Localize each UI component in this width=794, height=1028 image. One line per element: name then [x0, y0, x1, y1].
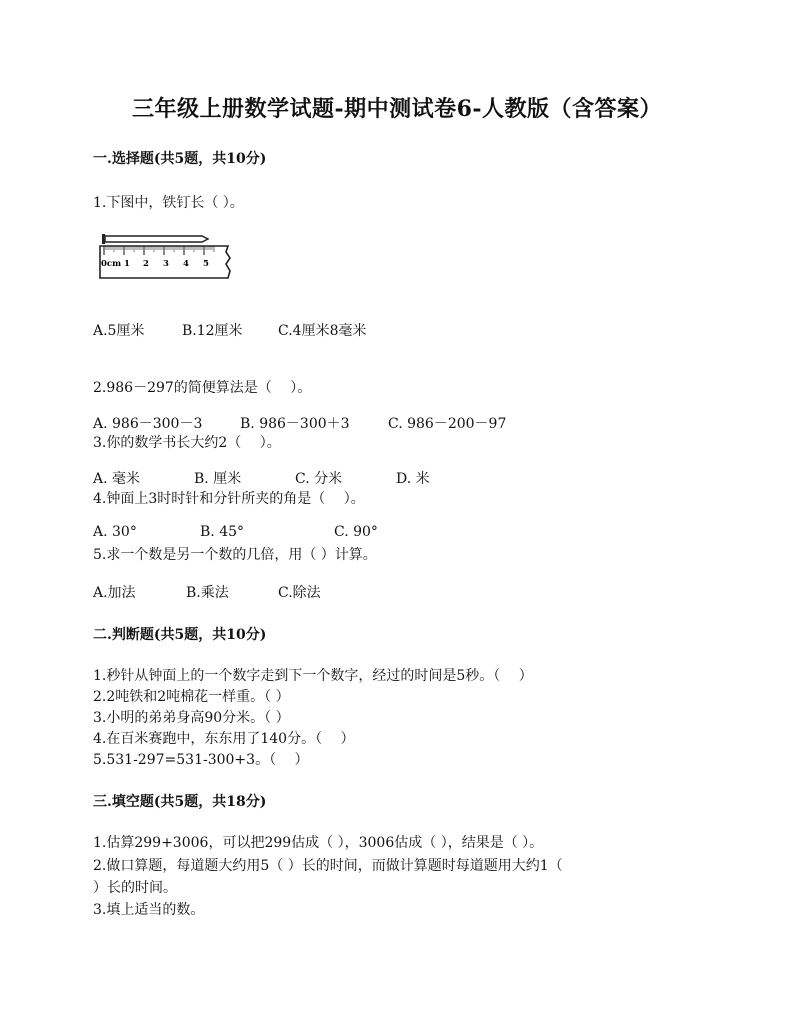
question-text: 3.小明的弟弟身高90分米。（ ）: [93, 710, 290, 726]
option-a[interactable]: A.5厘米: [93, 323, 145, 339]
question-text: 4.在百米赛跑中，东东用了140分。（ ）: [93, 731, 355, 747]
ruler-label-3: 3: [163, 259, 169, 269]
option-b[interactable]: B. 厘米: [194, 471, 242, 487]
question-text: 3.你的数学书长大约2（ ）。: [93, 435, 281, 451]
ruler-label-1: 1: [124, 259, 130, 269]
option-c[interactable]: C. 986－200－97: [388, 416, 507, 432]
option-b[interactable]: B.乘法: [186, 585, 229, 601]
ruler-label-2: 2: [143, 259, 149, 269]
option-c[interactable]: C.除法: [278, 585, 321, 601]
option-c[interactable]: C. 90°: [334, 524, 378, 540]
question-text: 1.秒针从钟面上的一个数字走到下一个数字，经过的时间是5秒。（ ）: [93, 668, 533, 684]
question-text: 3.填上适当的数。: [93, 902, 205, 918]
option-a[interactable]: A.加法: [93, 585, 136, 601]
option-b[interactable]: B. 45°: [200, 524, 245, 540]
option-a[interactable]: A. 毫米: [93, 471, 141, 487]
option-c[interactable]: C. 分米: [295, 471, 343, 487]
option-b[interactable]: B.12厘米: [182, 323, 243, 339]
option-b[interactable]: B. 986－300＋3: [240, 416, 350, 432]
ruler-label-4: 4: [183, 259, 189, 269]
question-text: 2.2吨铁和2吨棉花一样重。（ ）: [93, 689, 290, 705]
ruler-label-0: 0cm: [101, 259, 122, 269]
question-text: 2.986－297的简便算法是（ ）。: [93, 380, 312, 396]
ruler-label-5: 5: [203, 259, 209, 269]
question-text: 5.531-297=531-300+3。（ ）: [93, 752, 309, 768]
option-d[interactable]: D. 米: [396, 471, 430, 487]
page-title: 三年级上册数学试题-期中测试卷6-人教版（含答案）: [131, 96, 663, 122]
ruler-nail-figure: [98, 228, 243, 284]
question-text: 4.钟面上3时时针和分针所夹的角是（ ）。: [93, 491, 365, 507]
question-text: 5.求一个数是另一个数的几倍，用（ ）计算。: [93, 547, 377, 563]
question-text: 1.下图中，铁钉长（ ）。: [93, 195, 244, 211]
nail-body: [105, 236, 208, 242]
section-heading-judgment: 二.判断题(共5题，共10分): [93, 627, 267, 643]
question-text: 1.估算299+3006，可以把299估成（ ），3006估成（ ），结果是（ ）。: [93, 835, 544, 851]
option-a[interactable]: A. 986－300－3: [93, 416, 203, 432]
section-heading-choice: 一.选择题(共5题，共10分): [93, 151, 267, 167]
question-text: ）长的时间。: [93, 880, 177, 896]
section-heading-fill-in: 三.填空题(共5题，共18分): [93, 794, 267, 810]
option-c[interactable]: C.4厘米8毫米: [278, 323, 367, 339]
option-a[interactable]: A. 30°: [93, 524, 137, 540]
question-text: 2.做口算题，每道题大约用5（ ）长的时间，而做计算题时每道题用大约1（: [93, 858, 563, 874]
